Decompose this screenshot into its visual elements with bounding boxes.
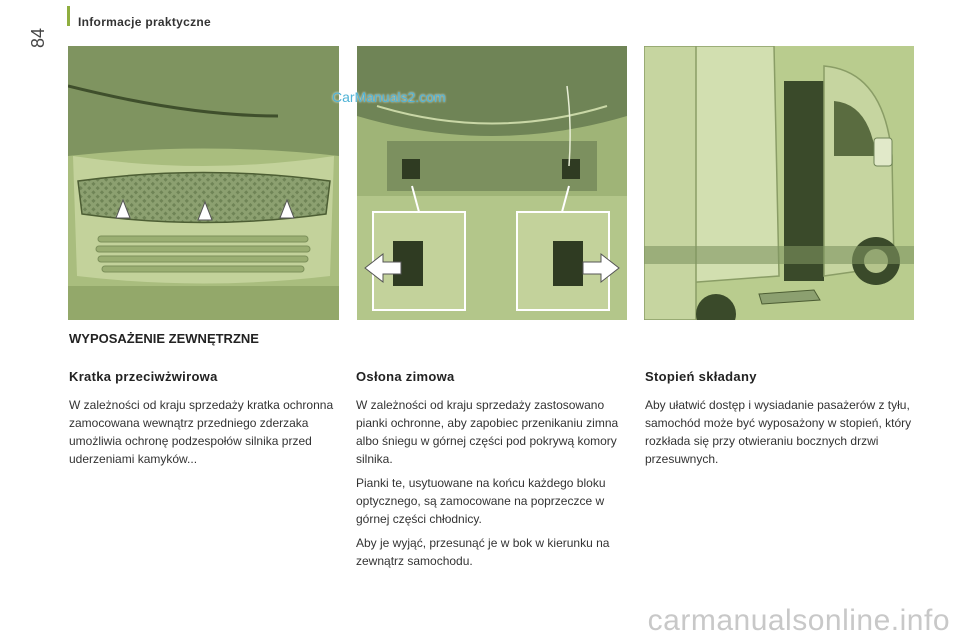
watermark-bottom: carmanualsonline.info [647,604,950,637]
van-side-step-photo [644,46,914,320]
column-oslona [356,369,631,576]
column-paragraph: W zależności od kraju sprzedaży zastosowano pianki ochronne, aby zapobiec przenikaniu zimna albo śniegu w górnej części pod pokrywą komory silnika. [356,398,619,466]
engine-compartment-photo [357,46,627,320]
column-title: Kratka przeciwżwirowa [69,369,218,384]
column-paragraph: W zależności od kraju sprzedaży kratka ochronna zamocowana wewnątrz przedniego zderzaka umożliwia ochronę podzespołów silnika przed uderzeniami kamyków... [69,398,334,466]
section-accent-bar [67,6,70,26]
column-stopien [645,369,920,474]
main-heading: WYPOSAŻENIE ZEWNĘTRZNE [69,331,259,346]
column-title: Osłona zimowa [356,369,455,384]
column-title: Stopień składany [645,369,757,384]
column-kratka [69,369,344,474]
column-paragraph: Aby je wyjąć, przesunąć je w bok w kierunku na zewnątrz samochodu. [356,536,610,568]
page-number: 84 [28,27,48,48]
watermark-top: CarManuals2.com [332,89,446,105]
section-label: Informacje praktyczne [78,15,212,29]
column-paragraph: Aby ułatwić dostęp i wysiadanie pasażerów z tyłu, samochód może być wyposażony w stopień, który rozkłada się przy otwieraniu bocznych drzwi przesuwnych. [645,398,912,466]
column-paragraph: Pianki te, usytuowane na końcu każdego bloku optycznego, są zamocowane na poprzeczce w górnej części chłodnicy. [356,476,606,526]
grille-photo [68,46,339,320]
